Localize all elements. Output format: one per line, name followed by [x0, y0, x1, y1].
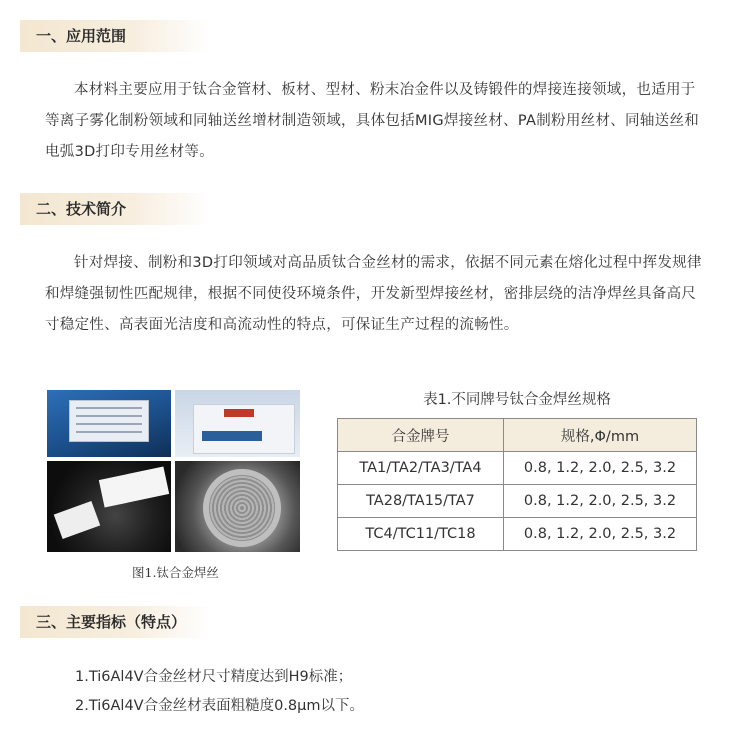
specification-cell: 0.8, 1.2, 2.0, 2.5, 3.2 [504, 452, 697, 485]
wire-spec-table [337, 418, 697, 551]
indicator-item: 1.Ti6Al4V合金丝材尺寸精度达到H9标准； [75, 669, 353, 685]
specification-cell: 0.8, 1.2, 2.0, 2.5, 3.2 [504, 485, 697, 518]
alloy-grade-cell: TC4/TC11/TC18 [338, 518, 504, 551]
wire-spool-silver-photo [175, 461, 300, 552]
table-row [338, 452, 697, 485]
table-title: 表1.不同牌号钛合金焊丝规格 [423, 392, 611, 408]
technology-paragraph: 针对焊接、制粉和3D打印领域对高品质钛合金丝材的需求，依据不同元素在熔化过程中挥发规律和焊缝强韧性匹配规律，根据不同使役环境条件，开发新型焊接丝材，密排层绕的洁净焊丝具备高尺寸稳定性、高表面光洁度和高流动性的特点，可保证生产过程的流畅性。 [45, 255, 702, 333]
alloy-grade-cell: TA1/TA2/TA3/TA4 [338, 452, 504, 485]
wire-box-photo [175, 390, 300, 457]
table-row [338, 485, 697, 518]
table-header-row [338, 419, 697, 452]
alloy-grade-cell: TA28/TA15/TA7 [338, 485, 504, 518]
indicator-item: 2.Ti6Al4V合金丝材表面粗糙度0.8μm以下。 [75, 698, 365, 714]
specification-cell: 0.8, 1.2, 2.0, 2.5, 3.2 [504, 518, 697, 551]
wire-package-photo [47, 390, 171, 457]
titanium-wire-photo-collage [47, 390, 300, 552]
header-specification: 规格,Φ/mm [504, 419, 697, 452]
section-heading-application: 一、应用范围 [20, 20, 210, 52]
section-heading-technology: 二、技术简介 [20, 193, 210, 225]
table-row [338, 518, 697, 551]
application-paragraph: 本材料主要应用于钛合金管材、板材、型材、粉末冶金件以及铸锻件的焊接连接领域，也适用于等离子雾化制粉领域和同轴送丝增材制造领域，具体包括MIG焊接丝材、PA制粉用丝材、同轴送丝和电弧3D打印专用丝材等。 [45, 82, 700, 160]
figure-caption: 图1.钛合金焊丝 [132, 565, 219, 580]
header-alloy-grade: 合金牌号 [338, 419, 504, 452]
wire-spool-dark-photo [47, 461, 171, 552]
section-heading-indicators: 三、主要指标（特点） [20, 606, 210, 638]
